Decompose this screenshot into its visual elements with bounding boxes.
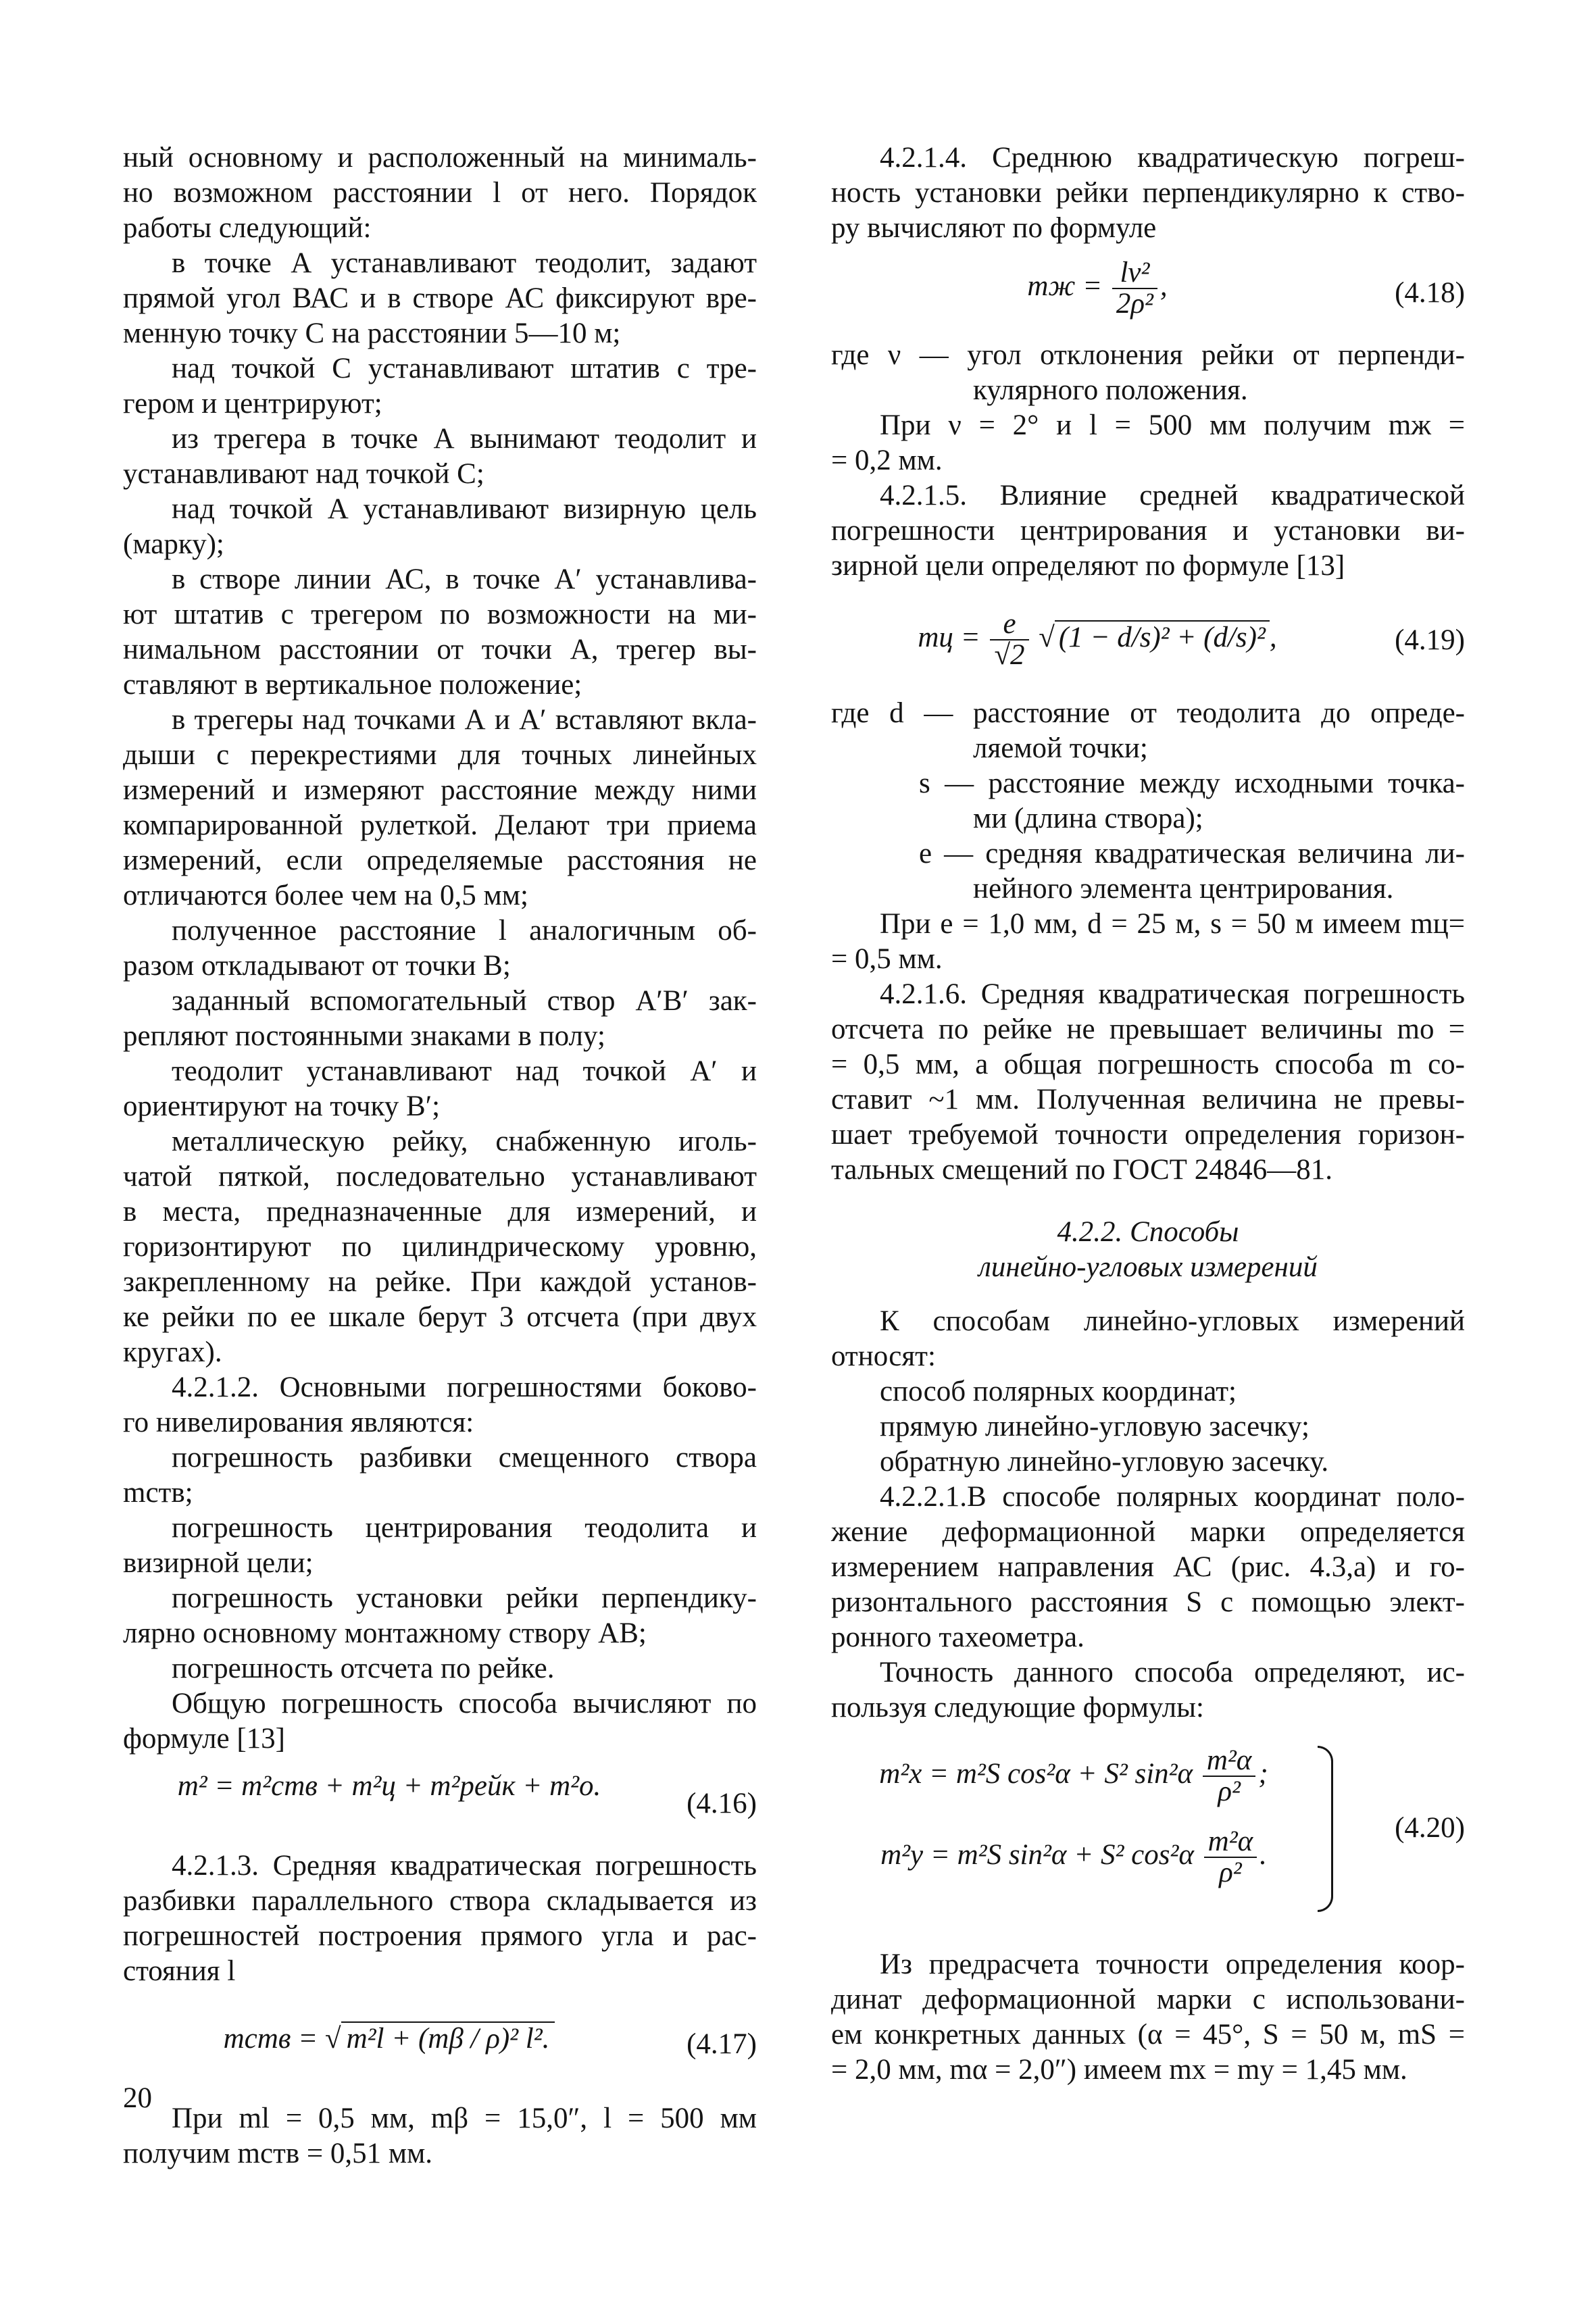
text-line: кулярного положения.: [973, 374, 1248, 406]
text-line: отсчета по рейке не превышает величины mо =: [831, 1013, 1465, 1045]
text-line: 4.2.1.6. Средняя квадратическая погрешность: [880, 978, 1465, 1010]
left-text-a: [123, 141, 757, 1757]
text-line: = 2,0 мм, mα = 2,0″) имеем mx = my = 1,45 мм.: [831, 2054, 1407, 2086]
text-line: погрешность центрирования теодолита и: [172, 1512, 757, 1544]
text-line: ми (длина створа);: [973, 803, 1203, 834]
text-line: ставляют в вертикальное положение;: [123, 669, 582, 701]
text-line: но возможном расстоянии l от него. Порядок: [123, 177, 757, 209]
equation-4-17-body: [123, 2021, 655, 2057]
text-line: ют штатив с трегером по возможности на ми-: [123, 599, 757, 630]
text-line: где ν — угол отклонения рейки от перпенди-: [831, 339, 1465, 371]
equation-4-17: [123, 2001, 757, 2089]
text-line: ляемой точки;: [973, 732, 1148, 764]
equation-4-17-number: (4.17): [687, 2028, 757, 2060]
text-line: ориентируют на точку В′;: [123, 1090, 441, 1122]
text-line: = 0,5 мм.: [831, 943, 943, 975]
right-column: [831, 141, 1465, 2088]
text-line: менную точку С на расстоянии 5—10 м;: [123, 318, 621, 349]
equation-4-17-radicand: m²l + (mβ / ρ)² l².: [341, 2021, 555, 2055]
equation-4-20-line-2-fraction: [1204, 1827, 1257, 1888]
fraction-denominator: ρ²: [1218, 1776, 1241, 1807]
equation-4-20-line-2: [831, 1827, 1316, 1888]
text-line: = 0,2 мм.: [831, 445, 943, 476]
text-line: дыши с перекрестиями для точных линейных: [123, 739, 757, 771]
curly-brace: [1318, 1746, 1333, 1912]
text-line: обратную линейно-угловую засечку.: [880, 1446, 1329, 1478]
fraction-numerator: lv²: [1112, 258, 1157, 289]
section-subtitle: линейно-угловых измерений: [978, 1251, 1318, 1283]
text-line: репляют постоянными знаками в полу;: [123, 1020, 605, 1052]
text-line: пользуя следующие формулы:: [831, 1692, 1204, 1724]
equation-4-16-body: m² = m²ств + m²ц + m²рейк + m²о.: [177, 1770, 601, 1802]
sqrt-sign: √: [324, 2023, 341, 2055]
text-line: (марку);: [123, 528, 224, 560]
text-line: При e = 1,0 мм, d = 25 м, s = 50 м имеем mц=: [880, 908, 1465, 940]
equation-4-18-tail: ,: [1159, 270, 1168, 302]
text-line: где d — расстояние от теодолита до опреде-: [831, 697, 1465, 729]
text-line: относят:: [831, 1340, 936, 1372]
fraction-denominator: √2: [994, 639, 1025, 671]
text-line: прямую линейно-угловую засечку;: [880, 1411, 1310, 1442]
text-line: зирной цели определяют по формуле [13]: [831, 550, 1345, 582]
text-line: компарированной рулеткой. Делают три приема: [123, 809, 757, 841]
text-line: металлическую рейку, снабженную иголь-: [172, 1126, 757, 1157]
text-line: 4.2.1.3. Средняя квадратическая погрешность: [172, 1850, 757, 1882]
text-line: жение деформационной марки определяется: [831, 1516, 1465, 1548]
text-line: 4.2.1.5. Влияние средней квадратической: [880, 480, 1465, 511]
text-line: тальных смещений по ГОСТ 24846—81.: [831, 1154, 1332, 1186]
text-line: измерением направления АС (рис. 4.3,а) и го-: [831, 1551, 1465, 1583]
fraction-numerator: m²α: [1203, 1746, 1256, 1777]
text-line: mств;: [123, 1477, 193, 1509]
text-line: Из предрасчета точности определения коор-: [880, 1948, 1465, 1980]
text-line: заданный вспомогательный створ А′В′ зак-: [172, 985, 757, 1017]
right-text-d: [831, 1304, 1465, 1726]
text-line: нимальном расстоянии от точки А, трегер вы-: [123, 634, 757, 665]
text-line: прямой угол ВАС и в створе АС фиксируют вре-: [123, 282, 757, 314]
text-line: полученное расстояние l аналогичным об-: [172, 915, 757, 947]
text-line: погрешностей построения прямого угла и рас-: [123, 1920, 757, 1952]
text-line: При ml = 0,5 мм, mβ = 15,0″, l = 500 мм: [172, 2103, 757, 2134]
text-line: закрепленному на рейке. При каждой установ-: [123, 1266, 757, 1298]
text-line: чатой пяткой, последовательно устанавливают: [123, 1161, 757, 1192]
text-line: гером и центрируют;: [123, 388, 382, 420]
text-line: в створе линии АС, в точке А′ устанавлива-: [172, 563, 757, 595]
text-line: отличаются более чем на 0,5 мм;: [123, 880, 528, 911]
equation-4-18-body: [831, 258, 1364, 319]
equation-4-20-line-1-fraction: [1203, 1746, 1256, 1807]
section-spacer: [831, 1285, 1465, 1304]
text-line: s — расстояние между исходными точка-: [919, 768, 1465, 799]
text-line: измерений и измеряют расстояние между ними: [123, 774, 757, 806]
text-line: ем конкретных данных (α = 45°, S = 50 м, mS =: [831, 2019, 1465, 2051]
fraction-numerator: e: [990, 609, 1028, 640]
text-line: получим mств = 0,51 мм.: [123, 2138, 433, 2169]
text-line: ставит ~1 мм. Полученная величина не превы-: [831, 1084, 1465, 1115]
text-line: кругах).: [123, 1336, 222, 1368]
text-line: нейного элемента центрирования.: [973, 873, 1394, 905]
equation-4-19: [831, 596, 1465, 684]
text-line: динат деформационной марки с использовани-: [831, 1984, 1465, 2015]
equation-4-20-line-2-tail: .: [1260, 1838, 1267, 1871]
equation-4-20-line-1: [831, 1746, 1316, 1807]
section-spacer: [831, 1927, 1465, 1947]
text-line: ный основному и расположенный на минималь-: [123, 142, 757, 174]
equation-4-19-number: (4.19): [1395, 624, 1465, 656]
equation-4-20-line-1-tail: ;: [1258, 1757, 1268, 1790]
text-line: ность установки рейки перпендикулярно к ство-: [831, 177, 1465, 209]
fraction-numerator: m²α: [1204, 1827, 1257, 1858]
text-line: Точность данного способа определяют, ис-: [880, 1657, 1465, 1688]
equation-4-18-number: (4.18): [1395, 277, 1465, 309]
text-line: = 0,5 мм, а общая погрешность способа m со-: [831, 1049, 1465, 1080]
text-line: ке рейки по ее шкале берут 3 отсчета (при двух: [123, 1301, 757, 1333]
text-line: стояния l: [123, 1955, 236, 1987]
text-line: К способам линейно-угловых измерений: [880, 1305, 1465, 1337]
text-line: 4.2.2.1.В способе полярных координат поло-: [880, 1481, 1465, 1513]
equation-4-20: [831, 1746, 1465, 1915]
right-text-a: [831, 141, 1465, 246]
equation-4-19-body: [831, 609, 1364, 670]
equation-4-18-lhs: mж =: [1027, 270, 1103, 302]
text-line: При ν = 2° и l = 500 мм получим mж =: [880, 409, 1465, 441]
right-text-b: [831, 338, 1465, 584]
text-line: го нивелирования являются:: [123, 1407, 474, 1438]
right-text-c: [831, 696, 1465, 1188]
text-line: ронного тахеометра.: [831, 1621, 1084, 1653]
text-line: лярно основному монтажному створу АВ;: [123, 1617, 647, 1649]
equation-4-19-fraction: [990, 609, 1028, 670]
text-line: 4.2.1.2. Основными погрешностями боково-: [172, 1372, 757, 1403]
text-line: погрешность разбивки смещенного створа: [172, 1442, 757, 1474]
equation-4-18: [831, 258, 1465, 326]
equation-4-20-number: (4.20): [1395, 1812, 1465, 1844]
left-text-c: [123, 2101, 757, 2171]
text-line: визирной цели;: [123, 1547, 314, 1579]
text-line: в трегеры над точками А и А′ вставляют вкла-: [172, 704, 757, 736]
text-line: погрешность отсчета по рейке.: [172, 1653, 555, 1684]
text-line: над точкой С устанавливают штатив с тре-: [172, 353, 757, 384]
equation-4-16: [123, 1769, 757, 1836]
text-line: в места, предназначенные для измерений, и: [123, 1196, 757, 1228]
text-line: из трегера в точке А вынимают теодолит и: [172, 423, 757, 455]
text-line: ризонтального расстояния S с помощью элект-: [831, 1586, 1465, 1618]
right-text-e: [831, 1947, 1465, 2088]
equation-4-19-lhs: mц =: [918, 621, 980, 653]
fraction-denominator: ρ²: [1219, 1857, 1242, 1888]
text-line: формуле [13]: [123, 1723, 285, 1755]
text-line: 4.2.1.4. Среднюю квадратическую погреш-: [880, 142, 1465, 174]
section-title: 4.2.2. Способы: [1057, 1216, 1239, 1248]
text-line: горизонтируют по цилиндрическому уровню,: [123, 1231, 757, 1263]
left-column: [123, 141, 757, 2171]
text-line: над точкой А устанавливают визирную цель: [172, 493, 757, 525]
equation-4-16-number: (4.16): [687, 1788, 757, 1819]
text-line: в точке А устанавливают теодолит, задают: [172, 247, 757, 279]
text-line: теодолит устанавливают над точкой А′ и: [172, 1055, 757, 1087]
equation-4-19-radicand: (1 − d/s)² + (d/s)²: [1055, 620, 1270, 653]
fraction-denominator: 2ρ²: [1116, 288, 1153, 320]
left-text-b: [123, 1848, 757, 1989]
text-line: разом откладывают от точки В;: [123, 950, 511, 982]
equation-4-19-tail: ,: [1269, 621, 1277, 653]
text-line: измерений, если определяемые расстояния не: [123, 845, 757, 876]
text-line: устанавливают над точкой С;: [123, 458, 484, 490]
text-line: разбивки параллельного створа складывается из: [123, 1885, 757, 1917]
equation-4-20-line-2-text: m²y = m²S sin²α + S² cos²α: [880, 1838, 1194, 1871]
text-line: способ полярных координат;: [880, 1376, 1237, 1407]
text-line: Общую погрешность способа вычисляют по: [172, 1688, 757, 1719]
sqrt-sign: √: [1039, 621, 1055, 653]
text-line: ру вычисляют по формуле: [831, 212, 1157, 244]
section-spacer: [831, 1188, 1465, 1215]
text-line: погрешность установки рейки перпендику-: [172, 1582, 757, 1614]
text-line: шает требуемой точности определения горизон-: [831, 1119, 1465, 1151]
equation-4-20-line-1-text: m²x = m²S cos²α + S² sin²α: [879, 1757, 1193, 1790]
equation-4-18-fraction: [1112, 258, 1157, 319]
text-line: работы следующий:: [123, 212, 372, 244]
text-line: погрешности центрирования и установки ви-: [831, 515, 1465, 547]
text-line: e — средняя квадратическая величина ли-: [919, 838, 1465, 870]
equation-4-17-lhs: mств =: [223, 2023, 318, 2055]
page-number: 20: [123, 2082, 152, 2114]
